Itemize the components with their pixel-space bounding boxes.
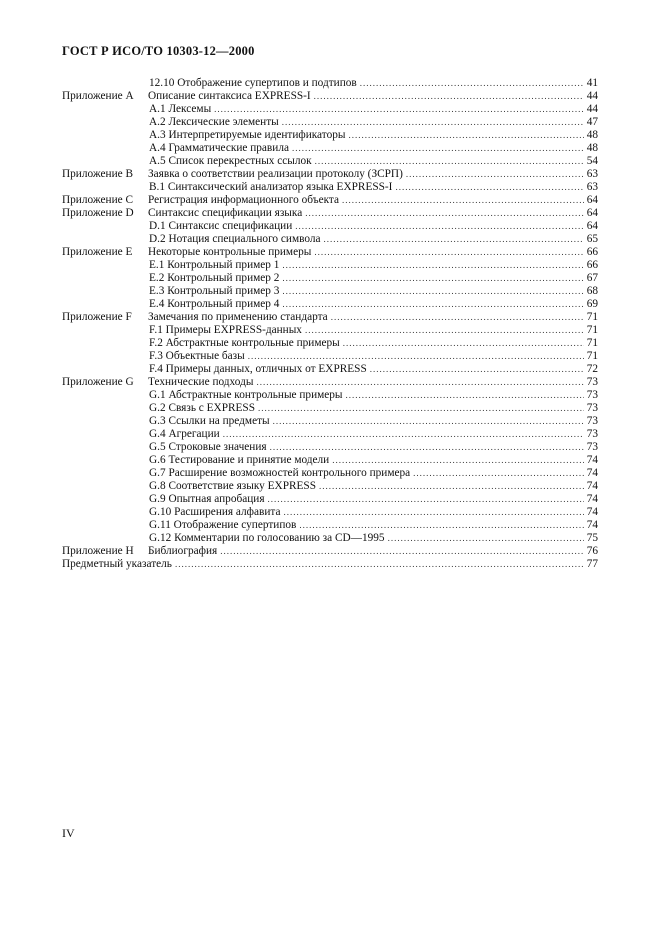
toc-page-number: 64	[586, 207, 598, 219]
toc-entry-title	[62, 415, 270, 428]
toc-entry	[62, 532, 598, 545]
toc-entry-label: G.1 Абстрактные контрольные примеры	[149, 389, 343, 401]
toc-entry	[62, 415, 598, 428]
dot-leader	[332, 454, 584, 467]
dot-leader	[348, 129, 584, 142]
toc-entry-label: G.12 Комментарии по голосованию за CD—1995	[149, 532, 385, 544]
toc-entry-title	[62, 376, 253, 389]
toc-entry-label: А.1 Лексемы	[149, 103, 212, 115]
toc-entry-title	[62, 324, 302, 337]
toc-page-number: 64	[586, 220, 598, 232]
toc-page-number: 71	[586, 337, 598, 349]
dot-leader	[282, 272, 584, 285]
toc-entry	[62, 181, 598, 194]
toc-entry-title	[62, 155, 312, 168]
toc-appendix-prefix: Приложение G	[62, 376, 134, 388]
dot-leader	[299, 519, 584, 532]
toc-entry-title	[62, 103, 211, 116]
dot-leader	[220, 545, 584, 558]
table-of-contents	[62, 77, 598, 571]
toc-entry	[62, 77, 598, 90]
toc-appendix-prefix: Приложение Е	[62, 246, 133, 258]
toc-page-number: 44	[586, 103, 598, 115]
toc-entry-label: Некоторые контрольные примеры	[148, 246, 312, 258]
toc-entry-label: Библиография	[148, 545, 218, 557]
toc-entry	[62, 233, 598, 246]
toc-page-number: 73	[586, 428, 598, 440]
toc-entry	[62, 259, 598, 272]
toc-entry	[62, 376, 598, 389]
toc-entry-title	[62, 246, 311, 259]
toc-entry-title	[62, 402, 255, 415]
dot-leader	[258, 402, 584, 415]
toc-appendix-prefix: Приложение А	[62, 90, 134, 102]
toc-entry-title	[62, 77, 357, 90]
toc-entry	[62, 389, 598, 402]
toc-entry-title	[62, 90, 311, 103]
toc-entry	[62, 116, 598, 129]
toc-entry-label: Описание синтаксиса EXPRESS-I	[148, 90, 311, 102]
toc-page-number: 74	[586, 467, 598, 479]
toc-appendix-prefix: Приложение F	[62, 311, 132, 323]
toc-entry-title	[62, 558, 172, 571]
toc-page-number: 73	[586, 415, 598, 427]
toc-entry-label: F.3 Объектные базы	[149, 350, 245, 362]
toc-page-number: 63	[586, 181, 598, 193]
toc-entry-label: Синтаксис спецификации языка	[148, 207, 303, 219]
dot-leader	[346, 389, 584, 402]
toc-page-number: 64	[586, 194, 598, 206]
toc-entry	[62, 311, 598, 324]
toc-entry-label: F.2 Абстрактные контрольные примеры	[149, 337, 340, 349]
toc-entry	[62, 454, 598, 467]
toc-page-number: 72	[586, 363, 598, 375]
toc-entry-title	[62, 298, 279, 311]
toc-entry-title	[62, 272, 279, 285]
dot-leader	[319, 480, 584, 493]
toc-entry-title	[62, 194, 339, 207]
toc-entry-label: G.3 Ссылки на предметы	[149, 415, 270, 427]
toc-entry	[62, 493, 598, 506]
dot-leader	[315, 155, 584, 168]
toc-page-number: 71	[586, 324, 598, 336]
toc-entry	[62, 350, 598, 363]
toc-entry-label: G.10 Расширения алфавита	[149, 506, 281, 518]
toc-page-number: 74	[586, 454, 598, 466]
toc-page-number: 65	[586, 233, 598, 245]
toc-entry-label: Регистрация информационного объекта	[148, 194, 340, 206]
toc-appendix-prefix: Приложение Н	[62, 545, 134, 557]
dot-leader	[314, 90, 584, 103]
toc-page-number: 74	[586, 519, 598, 531]
dot-leader	[343, 337, 584, 350]
dot-leader	[270, 441, 584, 454]
toc-entry	[62, 441, 598, 454]
toc-entry-label: G.4 Агрегации	[149, 428, 220, 440]
dot-leader	[388, 532, 584, 545]
dot-leader	[292, 142, 584, 155]
toc-appendix-prefix: Приложение В	[62, 168, 133, 180]
toc-entry	[62, 285, 598, 298]
toc-entry-label: G.2 Связь с EXPRESS	[149, 402, 255, 414]
toc-entry-label: Замечания по применению стандарта	[148, 311, 328, 323]
dot-leader	[248, 350, 584, 363]
toc-page-number: 73	[586, 376, 598, 388]
dot-leader	[282, 298, 584, 311]
toc-appendix-prefix: Приложение С	[62, 194, 133, 206]
dot-leader	[175, 558, 584, 571]
dot-leader	[273, 415, 584, 428]
toc-entry	[62, 298, 598, 311]
toc-entry-label: Е.1 Контрольный пример 1	[149, 259, 280, 271]
dot-leader	[268, 493, 584, 506]
toc-entry	[62, 155, 598, 168]
toc-entry-label: А.3 Интерпретируемые идентификаторы	[149, 129, 346, 141]
toc-entry-title	[62, 337, 340, 350]
toc-entry	[62, 246, 598, 259]
dot-leader	[256, 376, 584, 389]
toc-page-number: 76	[586, 545, 598, 557]
dot-leader	[324, 233, 584, 246]
toc-entry-title	[62, 116, 279, 129]
dot-leader	[305, 324, 584, 337]
dot-leader	[282, 285, 584, 298]
toc-page-number: 67	[586, 272, 598, 284]
toc-page-number: 71	[586, 311, 598, 323]
toc-entry-label: D.1 Синтаксис спецификации	[149, 220, 293, 232]
toc-entry-label: В.1 Синтаксический анализатор языка EXPRESS-I	[149, 181, 393, 193]
toc-entry-title	[62, 467, 410, 480]
dot-leader	[223, 428, 584, 441]
toc-entry-title	[62, 363, 367, 376]
toc-entry	[62, 129, 598, 142]
toc-entry-label: F.1 Примеры EXPRESS-данных	[149, 324, 302, 336]
toc-entry	[62, 363, 598, 376]
toc-entry-title	[62, 493, 265, 506]
toc-entry-label: G.9 Опытная апробация	[149, 493, 265, 505]
toc-entry-title	[62, 142, 289, 155]
toc-entry	[62, 402, 598, 415]
toc-entry-title	[62, 519, 296, 532]
toc-entry	[62, 545, 598, 558]
toc-entry-label: Е.3 Контрольный пример 3	[149, 285, 280, 297]
dot-leader	[282, 259, 584, 272]
toc-appendix-prefix: Приложение D	[62, 207, 134, 219]
toc-entry	[62, 90, 598, 103]
toc-page-number: 48	[586, 129, 598, 141]
toc-entry-title	[62, 233, 321, 246]
toc-entry-title	[62, 428, 220, 441]
toc-entry	[62, 168, 598, 181]
toc-entry-label: Технические подходы	[148, 376, 254, 388]
toc-page-number: 73	[586, 389, 598, 401]
toc-page-number: 77	[586, 558, 598, 570]
dot-leader	[284, 506, 585, 519]
toc-entry-label: D.2 Нотация специального символа	[149, 233, 321, 245]
dot-leader	[282, 116, 584, 129]
toc-entry	[62, 558, 598, 571]
toc-entry-title	[62, 532, 385, 545]
toc-entry-title	[62, 441, 267, 454]
toc-entry	[62, 194, 598, 207]
toc-entry-title	[62, 311, 328, 324]
toc-entry	[62, 506, 598, 519]
toc-entry-title	[62, 389, 343, 402]
toc-entry-label: G.8 Соответствие языку EXPRESS	[149, 480, 316, 492]
toc-page-number: 73	[586, 402, 598, 414]
toc-entry	[62, 220, 598, 233]
toc-page-number: 69	[586, 298, 598, 310]
toc-page-number: 71	[586, 350, 598, 362]
toc-entry-label: А.4 Грамматические правила	[149, 142, 289, 154]
toc-entry-title	[62, 454, 329, 467]
toc-page-number: 48	[586, 142, 598, 154]
dot-leader	[305, 207, 584, 220]
dot-leader	[395, 181, 584, 194]
toc-entry	[62, 428, 598, 441]
toc-entry-title	[62, 207, 302, 220]
toc-page-number: 41	[586, 77, 598, 89]
dot-leader	[370, 363, 584, 376]
dot-leader	[331, 311, 584, 324]
dot-leader	[406, 168, 584, 181]
toc-page-number: 74	[586, 506, 598, 518]
toc-page-number: 74	[586, 480, 598, 492]
dot-leader	[413, 467, 584, 480]
toc-page-number: 66	[586, 259, 598, 271]
dot-leader	[342, 194, 584, 207]
toc-entry	[62, 103, 598, 116]
toc-entry-title	[62, 129, 345, 142]
toc-entry-title	[62, 181, 392, 194]
toc-page-number: 63	[586, 168, 598, 180]
toc-entry-label: G.11 Отображение супертипов	[149, 519, 297, 531]
toc-entry-title	[62, 259, 279, 272]
toc-page-number: 54	[586, 155, 598, 167]
toc-page-number: 73	[586, 441, 598, 453]
toc-entry-title	[62, 545, 217, 558]
toc-entry	[62, 467, 598, 480]
toc-page-number: 44	[586, 90, 598, 102]
toc-page-number: 66	[586, 246, 598, 258]
dot-leader	[214, 103, 584, 116]
toc-entry	[62, 207, 598, 220]
toc-entry-label: G.6 Тестирование и принятие модели	[149, 454, 330, 466]
toc-entry	[62, 480, 598, 493]
toc-entry-label: Заявка о соответствии реализации протоколу (ЗСРП)	[148, 168, 403, 180]
toc-entry-label: Предметный указатель	[62, 558, 172, 570]
toc-entry-label: А.2 Лексические элементы	[149, 116, 279, 128]
toc-entry-label: Е.2 Контрольный пример 2	[149, 272, 280, 284]
toc-entry-label: G.7 Расширение возможностей контрольного примера	[149, 467, 411, 479]
toc-page-number: 75	[586, 532, 598, 544]
toc-entry-title	[62, 506, 281, 519]
toc-entry-title	[62, 285, 279, 298]
toc-entry-title	[62, 220, 292, 233]
toc-entry	[62, 324, 598, 337]
toc-page-number: 47	[586, 116, 598, 128]
toc-entry-label: F.4 Примеры данных, отличных от EXPRESS	[149, 363, 367, 375]
toc-entry-title	[62, 168, 403, 181]
toc-entry-title	[62, 480, 316, 493]
toc-entry	[62, 142, 598, 155]
dot-leader	[360, 77, 584, 90]
dot-leader	[314, 246, 584, 259]
toc-entry	[62, 272, 598, 285]
dot-leader	[295, 220, 584, 233]
toc-entry-label: G.5 Строковые значения	[149, 441, 267, 453]
toc-page-number: 68	[586, 285, 598, 297]
toc-page-number: 74	[586, 493, 598, 505]
document-header: ГОСТ Р ИСО/ТО 10303-12—2000	[62, 44, 255, 58]
toc-entry-label: 12.10 Отображение супертипов и подтипов	[149, 77, 357, 89]
toc-entry	[62, 337, 598, 350]
toc-entry-title	[62, 350, 245, 363]
toc-entry-label: Е.4 Контрольный пример 4	[149, 298, 280, 310]
toc-entry	[62, 519, 598, 532]
page-number: IV	[62, 826, 75, 840]
toc-entry-label: А.5 Список перекрестных ссылок	[149, 155, 312, 167]
